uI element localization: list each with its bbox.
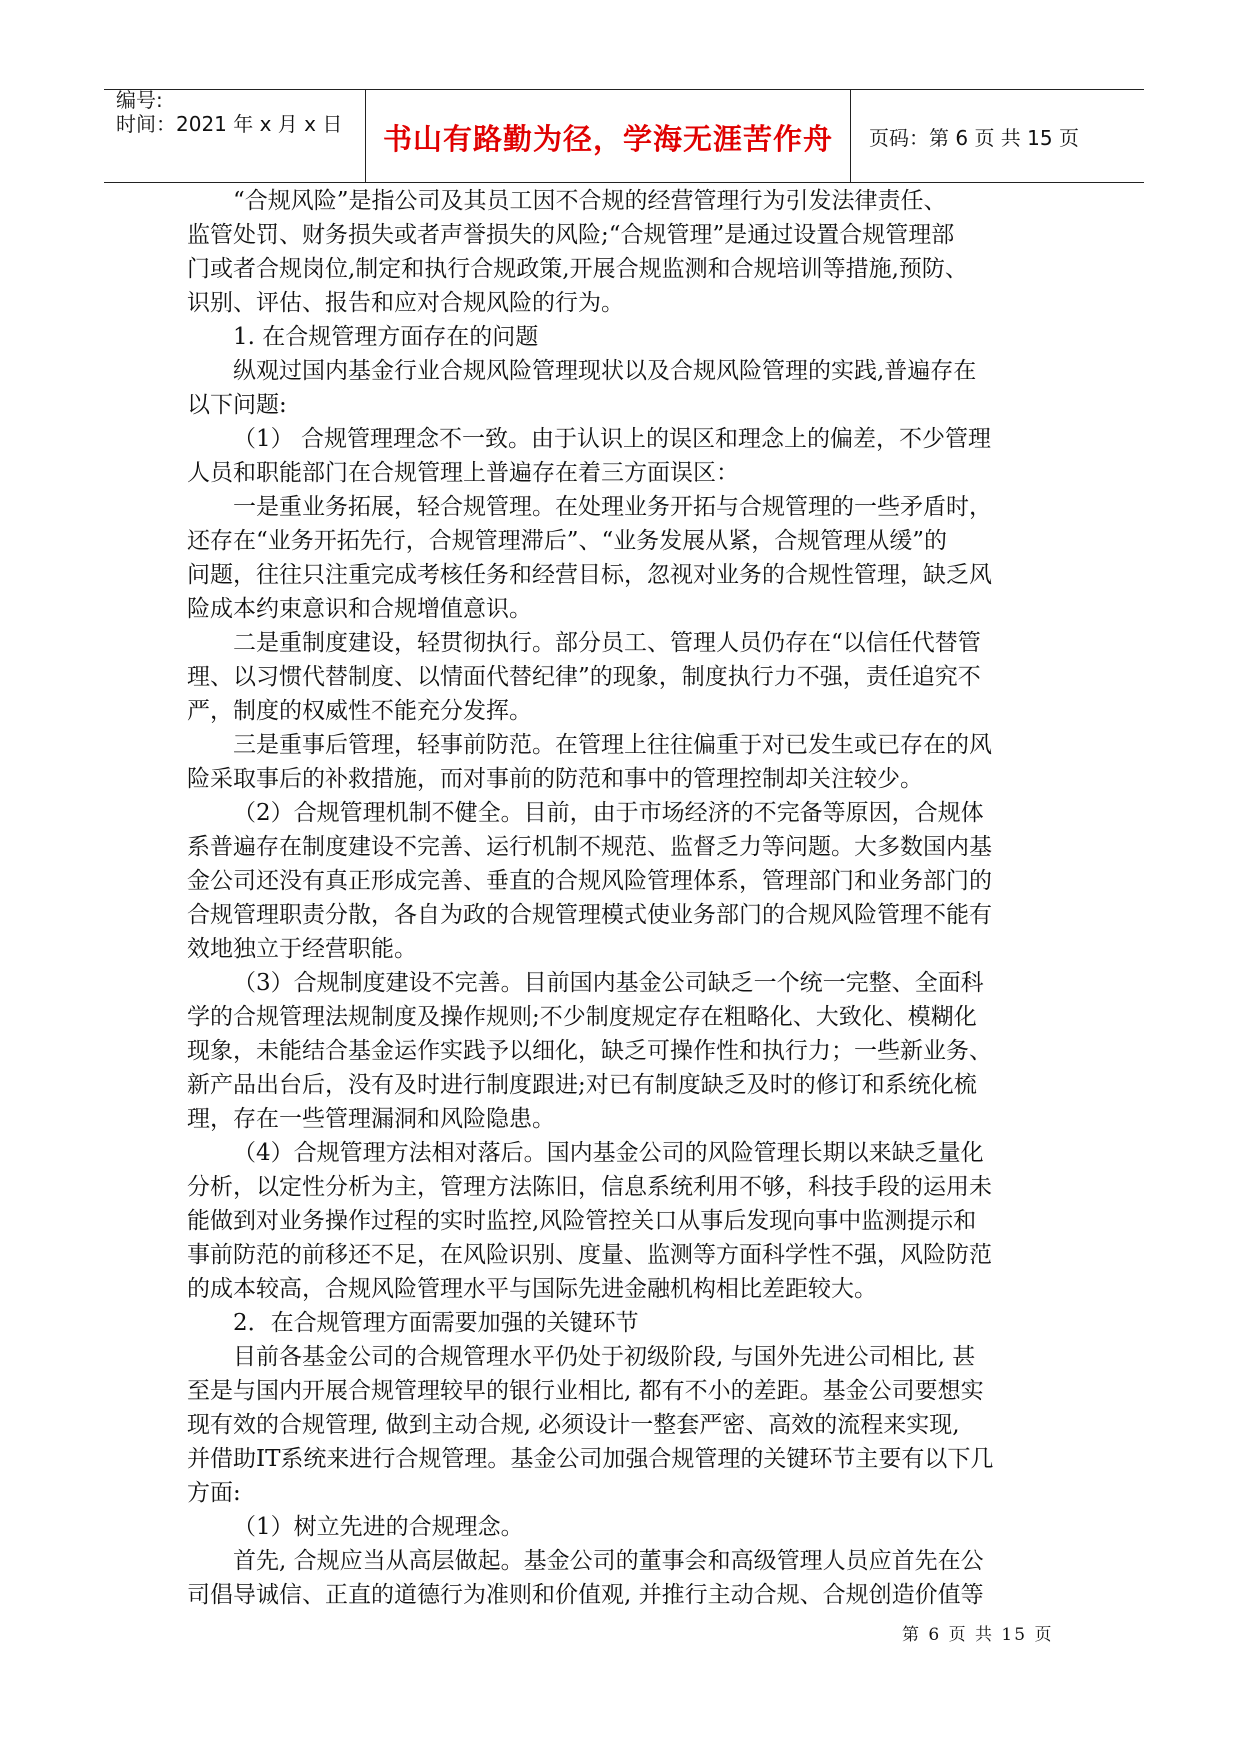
text-line: 严，制度的权威性不能充分发挥。 xyxy=(187,698,532,724)
text-line: 理，存在一些管理漏洞和风险隐患。 xyxy=(187,1106,555,1132)
text-line: 至是与国内开展合规管理较早的银行业相比, 都有不小的差距。基金公司要想实 xyxy=(187,1378,984,1404)
text-line: 以下问题: xyxy=(187,392,287,418)
text-line: （1） 合规管理理念不一致。由于认识上的误区和理念上的偏差，不少管理 xyxy=(233,426,991,452)
text-line: （1）树立先进的合规理念。 xyxy=(233,1514,524,1540)
text-line: 学的合规管理法规制度及操作规则;不少制度规定存在粗略化、大致化、模糊化 xyxy=(187,1004,977,1030)
text-line: 分析，以定性分析为主，管理方法陈旧，信息系统利用不够，科技手段的运用未 xyxy=(187,1174,992,1200)
text-line: 目前各基金公司的合规管理水平仍处于初级阶段, 与国外先进公司相比, 甚 xyxy=(233,1344,976,1370)
text-line: 新产品出台后，没有及时进行制度跟进;对已有制度缺乏及时的修订和系统化梳 xyxy=(187,1072,977,1098)
header-page-code: 页码：第 6 页 共 15 页 xyxy=(869,126,1079,150)
text-line: 一是重业务拓展，轻合规管理。在处理业务开拓与合规管理的一些矛盾时， xyxy=(233,494,992,520)
page-footer: 第 6 页 共 15 页 xyxy=(902,1625,1054,1645)
document-number-label: 编号: xyxy=(116,88,163,112)
text-line: 问题，往往只注重完成考核任务和经营目标，忽视对业务的合规性管理，缺乏风 xyxy=(187,562,992,588)
header-right-cell xyxy=(851,90,1144,182)
text-line: 二是重制度建设，轻贯彻执行。部分员工、管理人员仍存在“以信任代替管 xyxy=(233,630,981,656)
text-line: （2）合规管理机制不健全。目前，由于市场经济的不完备等原因，合规体 xyxy=(233,800,984,826)
text-line: 金公司还没有真正形成完善、垂直的合规风险管理体系，管理部门和业务部门的 xyxy=(187,868,992,894)
text-line: 效地独立于经营职能。 xyxy=(187,936,417,962)
text-line: 识别、评估、报告和应对合规风险的行为。 xyxy=(187,290,624,316)
text-line: 现有效的合规管理, 做到主动合规, 必须设计一整套严密、高效的流程来实现, xyxy=(187,1412,960,1438)
text-line: 险采取事后的补救措施，而对事前的防范和事中的管理控制却关注较少。 xyxy=(187,766,923,792)
header-left-cell xyxy=(104,90,366,182)
text-line: 门或者合规岗位,制定和执行合规政策,开展合规监测和合规培训等措施,预防、 xyxy=(187,256,968,282)
text-line: 系普遍存在制度建设不完善、运行机制不规范、监督乏力等问题。大多数国内基 xyxy=(187,834,992,860)
page-header xyxy=(104,89,1144,183)
text-line: 人员和职能部门在合规管理上普遍存在着三方面误区： xyxy=(187,460,739,486)
text-line: 的成本较高，合规风险管理水平与国际先进金融机构相比差距较大。 xyxy=(187,1276,877,1302)
text-line: “合规风险”是指公司及其员工因不合规的经营管理行为引发法律责任、 xyxy=(233,188,947,214)
document-time-label: 时间：2021 年 x 月 x 日 xyxy=(116,112,343,136)
text-line: 三是重事后管理，轻事前防范。在管理上往往偏重于对已发生或已存在的风 xyxy=(233,732,992,758)
text-line: 方面: xyxy=(187,1480,241,1506)
header-motto-cell xyxy=(366,90,851,182)
section-heading: 2．在合规管理方面需要加强的关键环节 xyxy=(233,1310,639,1336)
text-line: （3）合规制度建设不完善。目前国内基金公司缺乏一个统一完整、全面科 xyxy=(233,970,984,996)
header-motto: 书山有路勤为径，学海无涯苦作舟 xyxy=(382,122,833,156)
text-line: 理、以习惯代替制度、以情面代替纪律”的现象，制度执行力不强，责任追究不 xyxy=(187,664,981,690)
text-line: 现象，未能结合基金运作实践予以细化，缺乏可操作性和执行力；一些新业务、 xyxy=(187,1038,992,1064)
text-line: 合规管理职责分散，各自为政的合规管理模式使业务部门的合规风险管理不能有 xyxy=(187,902,992,928)
text-line: 纵观过国内基金行业合规风险管理现状以及合规风险管理的实践,普遍存在 xyxy=(233,358,977,384)
text-line: 能做到对业务操作过程的实时监控,风险管控关口从事后发现向事中监测提示和 xyxy=(187,1208,977,1234)
section-heading: 1. 在合规管理方面存在的问题 xyxy=(233,324,539,350)
text-line: 并借助IT系统来进行合规管理。基金公司加强合规管理的关键环节主要有以下几 xyxy=(187,1446,994,1472)
text-line: 首先, 合规应当从高层做起。基金公司的董事会和高级管理人员应首先在公 xyxy=(233,1548,984,1574)
text-line: 事前防范的前移还不足，在风险识别、度量、监测等方面科学性不强，风险防范 xyxy=(187,1242,992,1268)
text-line: 还存在“业务开拓先行，合规管理滞后”、“业务发展从紧，合规管理从缓”的 xyxy=(187,528,948,554)
text-line: 险成本约束意识和合规增值意识。 xyxy=(187,596,532,622)
text-line: 司倡导诚信、正直的道德行为准则和价值观, 并推行主动合规、合规创造价值等 xyxy=(187,1582,984,1608)
text-line: 监管处罚、财务损失或者声誉损失的风险;“合规管理”是通过设置合规管理部 xyxy=(187,222,955,248)
text-line: （4）合规管理方法相对落后。国内基金公司的风险管理长期以来缺乏量化 xyxy=(233,1140,984,1166)
